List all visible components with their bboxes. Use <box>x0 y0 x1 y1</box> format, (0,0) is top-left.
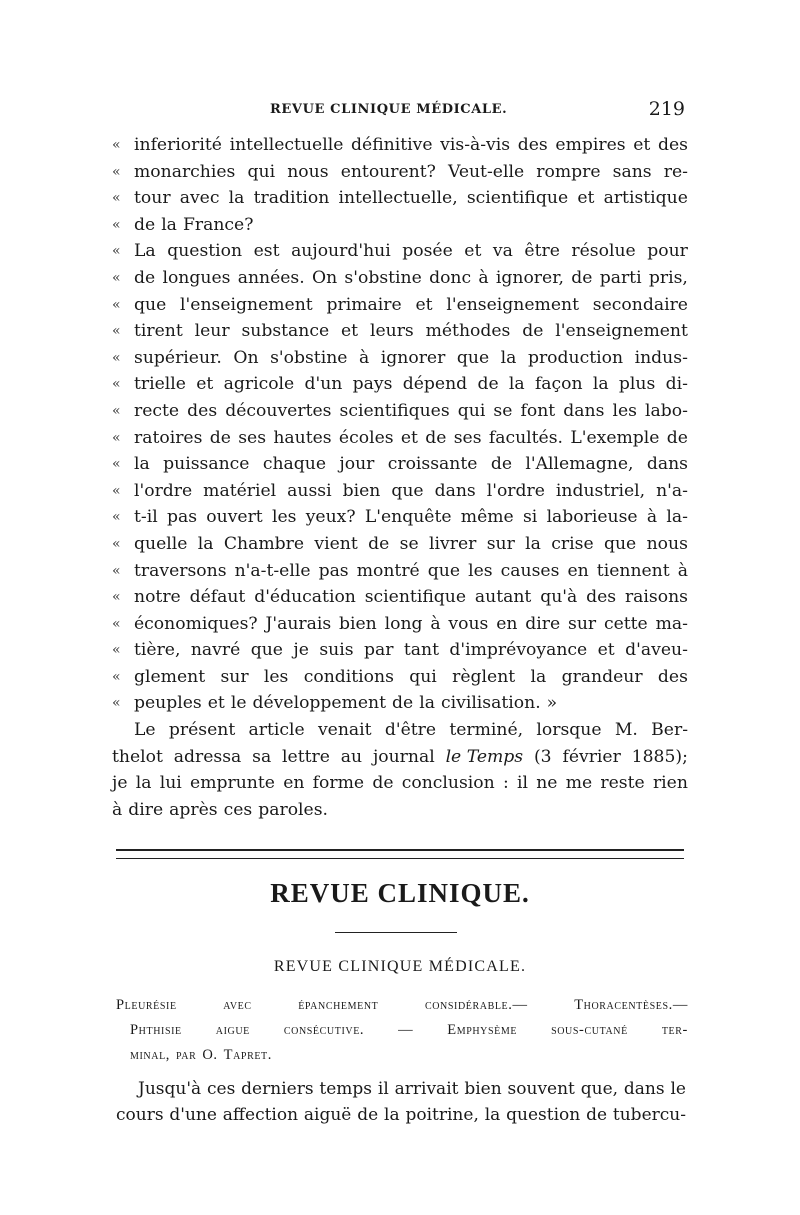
guillemet: « <box>112 429 121 446</box>
subsection-title: REVUE CLINIQUE MÉDICALE. <box>273 958 527 975</box>
quote-line: « l'ordre matériel aussi bien que dans l'ordre industriel, n'a- <box>112 478 688 505</box>
quote-line: « la puissance chaque jour croissante de l'Allemagne, dans <box>112 451 688 478</box>
text-line: Jusqu'à ces derniers temps il arrivait bien souvent que, dans le <box>138 1079 686 1099</box>
case-title-line: Pleurésie avec épanchement considérable.— Thoracentèses.— <box>116 997 688 1013</box>
case-title <box>116 993 688 1068</box>
text-line: Le présent article venait d'être terminé, lorsque M. Ber- <box>134 720 688 741</box>
guillemet: « <box>112 509 121 526</box>
quote-line: « tière, navré que je suis par tant d'imprévoyance et d'aveu- <box>112 637 688 664</box>
case-title-line: minal, par O. Tapret. <box>130 1047 272 1063</box>
running-title: REVUE CLINIQUE MÉDICALE. <box>270 102 508 117</box>
guillemet: « <box>112 376 121 393</box>
page-number: 219 <box>648 98 685 120</box>
text-line: cours d'une affection aiguë de la poitrine, la question de tubercu- <box>116 1105 686 1125</box>
guillemet: « <box>112 615 121 632</box>
quote-line: « inferiorité intellectuelle définitive vis-à-vis des empires et des <box>112 132 688 159</box>
quote-line: « de longues années. On s'obstine donc à ignorer, de parti pris, <box>112 265 688 292</box>
guillemet: « <box>112 535 121 552</box>
quote-line: « ratoires de ses hautes écoles et de ses facultés. L'exemple de <box>112 425 688 452</box>
quote-line: « trielle et agricole d'un pays dépend de la façon la plus di- <box>112 371 688 398</box>
quote-line: « traversons n'a-t-elle pas montré que les causes en tiennent à <box>112 558 688 585</box>
quote-line: « de la France? <box>112 212 688 239</box>
guillemet: « <box>112 216 121 233</box>
guillemet: « <box>112 190 121 207</box>
text-line: à dire après ces paroles. <box>112 799 328 820</box>
quote-line: « tour avec la tradition intellectuelle, scientifique et artistique <box>112 185 688 212</box>
quote-line: « supérieur. On s'obstine à ignorer que la production indus- <box>112 345 688 372</box>
quote-line: « La question est aujourd'hui posée et va être résolue pour <box>112 238 688 265</box>
guillemet: « <box>112 668 121 685</box>
section-divider <box>116 849 684 859</box>
case-title-line: Phthisie aigue consécutive. — Emphysème sous-cutané ter- <box>130 1022 688 1038</box>
guillemet: « <box>112 296 121 313</box>
quote-line: « peuples et le développement de la civilisation. » <box>112 690 688 717</box>
quoted-letter <box>112 132 688 823</box>
guillemet: « <box>112 456 121 473</box>
guillemet: « <box>112 402 121 419</box>
quote-line: « t-il pas ouvert les yeux? L'enquête même si laborieuse à la- <box>112 504 688 531</box>
guillemet: « <box>112 163 121 180</box>
guillemet: « <box>112 323 121 340</box>
article-intro <box>116 1076 686 1128</box>
guillemet: « <box>112 695 121 712</box>
journal-title: le Temps <box>445 746 524 767</box>
quote-line: « recte des découvertes scientifiques qui se font dans les labo- <box>112 398 688 425</box>
text-line: je la lui emprunte en forme de conclusion : il ne me reste rien <box>112 773 688 794</box>
guillemet: « <box>112 482 121 499</box>
quote-line: « glement sur les conditions qui règlent la grandeur des <box>112 664 688 691</box>
running-head <box>115 98 685 122</box>
title-underline <box>335 932 457 933</box>
text-line: thelot adressa sa lettre au journal le Temps (3 février 1885); <box>112 744 688 771</box>
guillemet: « <box>112 642 121 659</box>
quote-line: « quelle la Chambre vient de se livrer sur la crise que nous <box>112 531 688 558</box>
guillemet: « <box>112 562 121 579</box>
guillemet: « <box>112 269 121 286</box>
quote-line: « tirent leur substance et leurs méthodes de l'enseignement <box>112 318 688 345</box>
guillemet: « <box>112 137 121 153</box>
guillemet: « <box>112 349 121 366</box>
quote-line: « économiques? J'aurais bien long à vous en dire sur cette ma- <box>112 611 688 638</box>
quote-line: « que l'enseignement primaire et l'enseignement secondaire <box>112 292 688 319</box>
quote-line: « notre défaut d'éducation scientifique autant qu'à des raisons <box>112 584 688 611</box>
quote-line: « monarchies qui nous entourent? Veut-elle rompre sans re- <box>112 159 688 186</box>
guillemet: « <box>112 589 121 606</box>
section-title: REVUE CLINIQUE. <box>270 878 530 908</box>
guillemet: « <box>112 243 121 260</box>
